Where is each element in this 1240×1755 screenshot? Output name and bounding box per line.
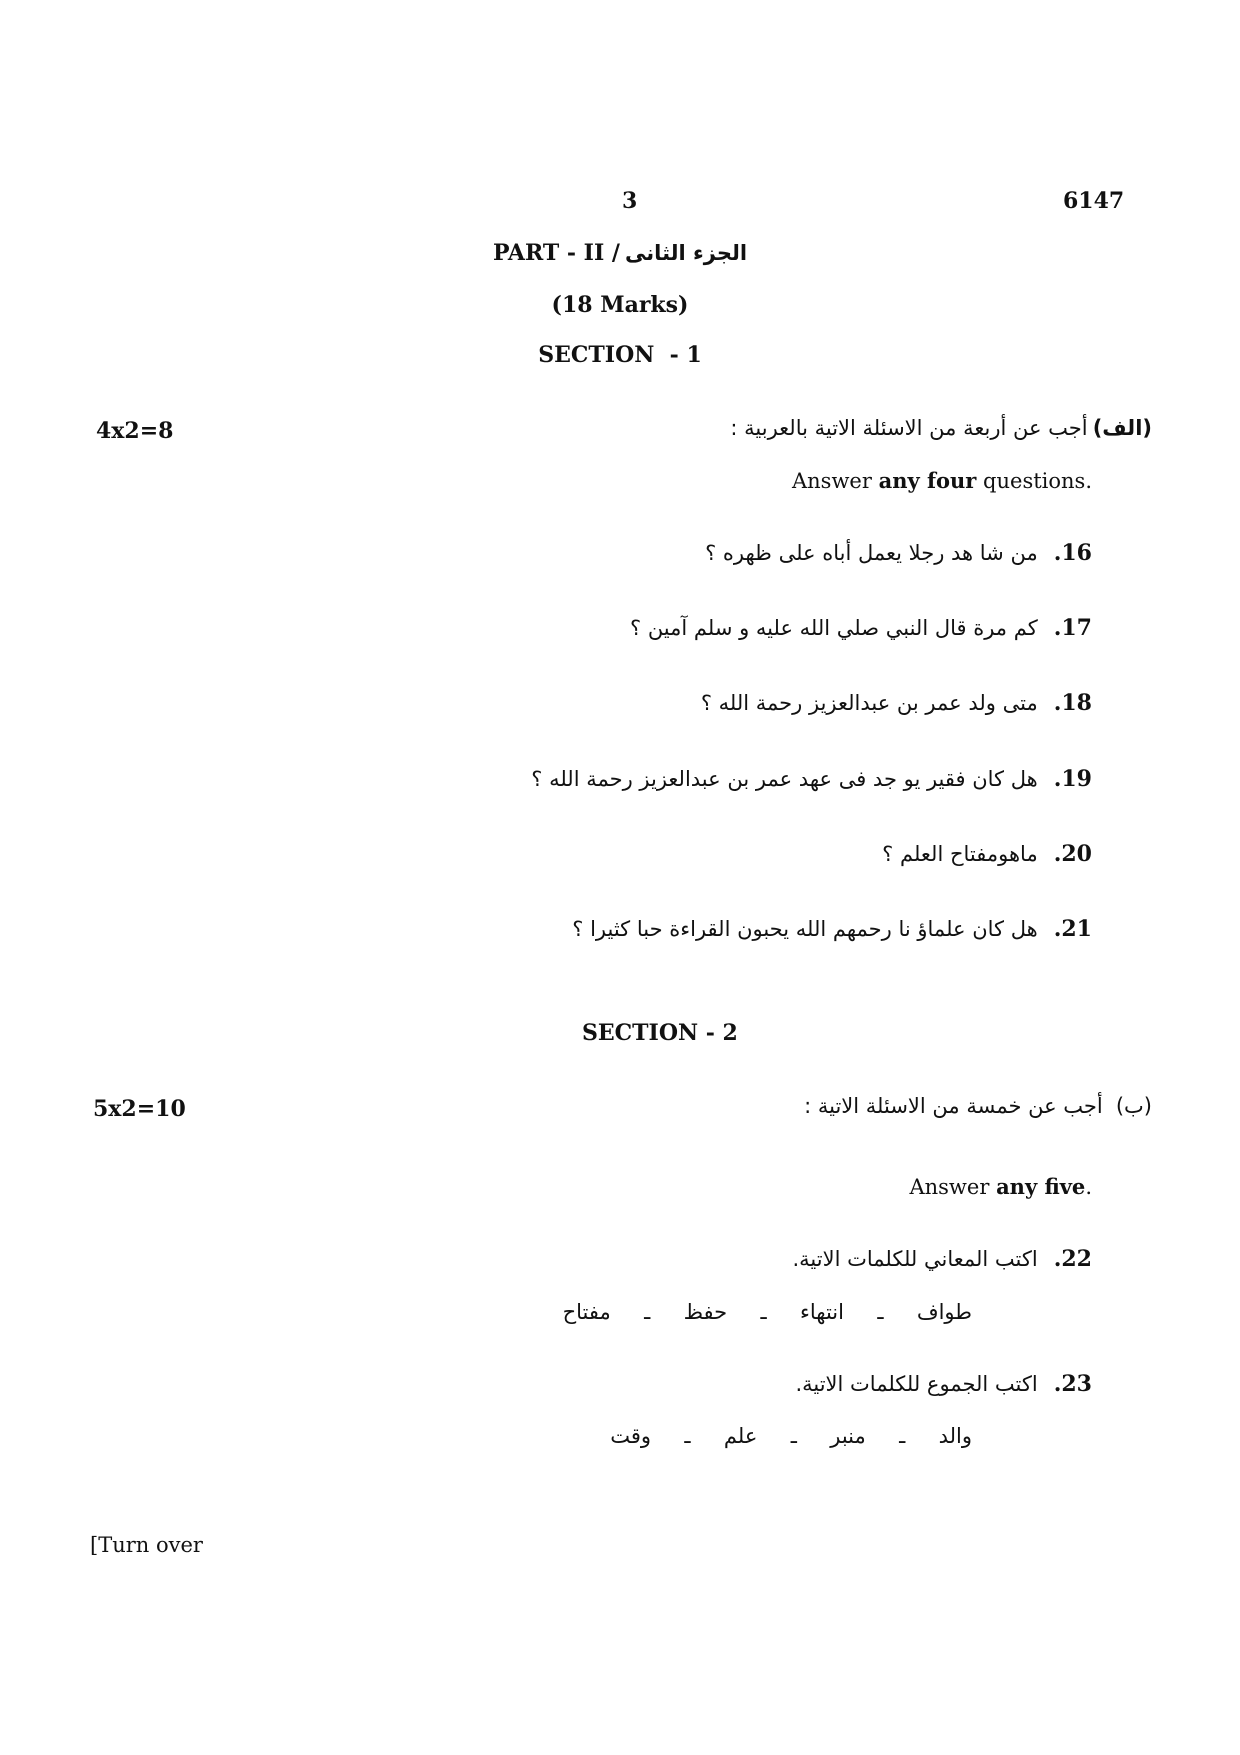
section2-label: (ب) (1115, 1094, 1152, 1118)
section1-label: (الف) (1092, 416, 1152, 440)
section1-marks: 4x2=8 (96, 418, 174, 444)
part-title-ar: الجزء الثانى (625, 241, 748, 265)
question-20: 20.ماهومفتاح العلم ؟ (882, 841, 1092, 867)
question-22-words: طواف ـ انتهاء ـ حفظ ـ مفتاح (562, 1300, 972, 1324)
question-17: 17.كم مرة قال النبي صلي الله عليه و سلم آمين ؟ (630, 615, 1092, 641)
turn-over-note: [Turn over (90, 1533, 203, 1557)
section1-instruction-ar: (الف) أجب عن أربعة من الاسئلة الاتية بالعربية : (730, 416, 1152, 440)
section2-instruction-en: Answer any five. (909, 1174, 1092, 1199)
question-19: 19.هل كان فقير يو جد فى عهد عمر بن عبدالعزيز رحمة الله ؟ (531, 766, 1092, 792)
question-23-words: والد ـ منبر ـ علم ـ وقت (610, 1424, 972, 1448)
section2-heading: SECTION - 2 (582, 1020, 738, 1046)
paper-code: 6147 (1063, 188, 1125, 214)
part-title (0, 240, 1240, 266)
section1-heading: SECTION - 1 (538, 342, 702, 368)
question-23: 23.اكتب الجموع للكلمات الاتية. (795, 1371, 1092, 1397)
question-18: 18.متى ولد عمر بن عبدالعزيز رحمة الله ؟ (700, 690, 1092, 716)
question-21: 21.هل كان علماؤ نا رحمهم الله يحبون القراءة حبا كثيرا ؟ (572, 916, 1092, 942)
question-22: 22.اكتب المعاني للكلمات الاتية. (792, 1246, 1092, 1272)
section2-instruction-ar: (ب) أجب عن خمسة من الاسئلة الاتية : (804, 1094, 1152, 1118)
question-16: 16.من شا هد رجلا يعمل أباه على ظهره ؟ (705, 540, 1092, 566)
part-title-en: PART - II / (492, 240, 620, 266)
section1-instruction-en: Answer any four questions. (791, 468, 1092, 493)
section2-marks: 5x2=10 (93, 1096, 186, 1122)
page-number: 3 (622, 188, 638, 214)
part-marks: (18 Marks) (551, 292, 689, 318)
